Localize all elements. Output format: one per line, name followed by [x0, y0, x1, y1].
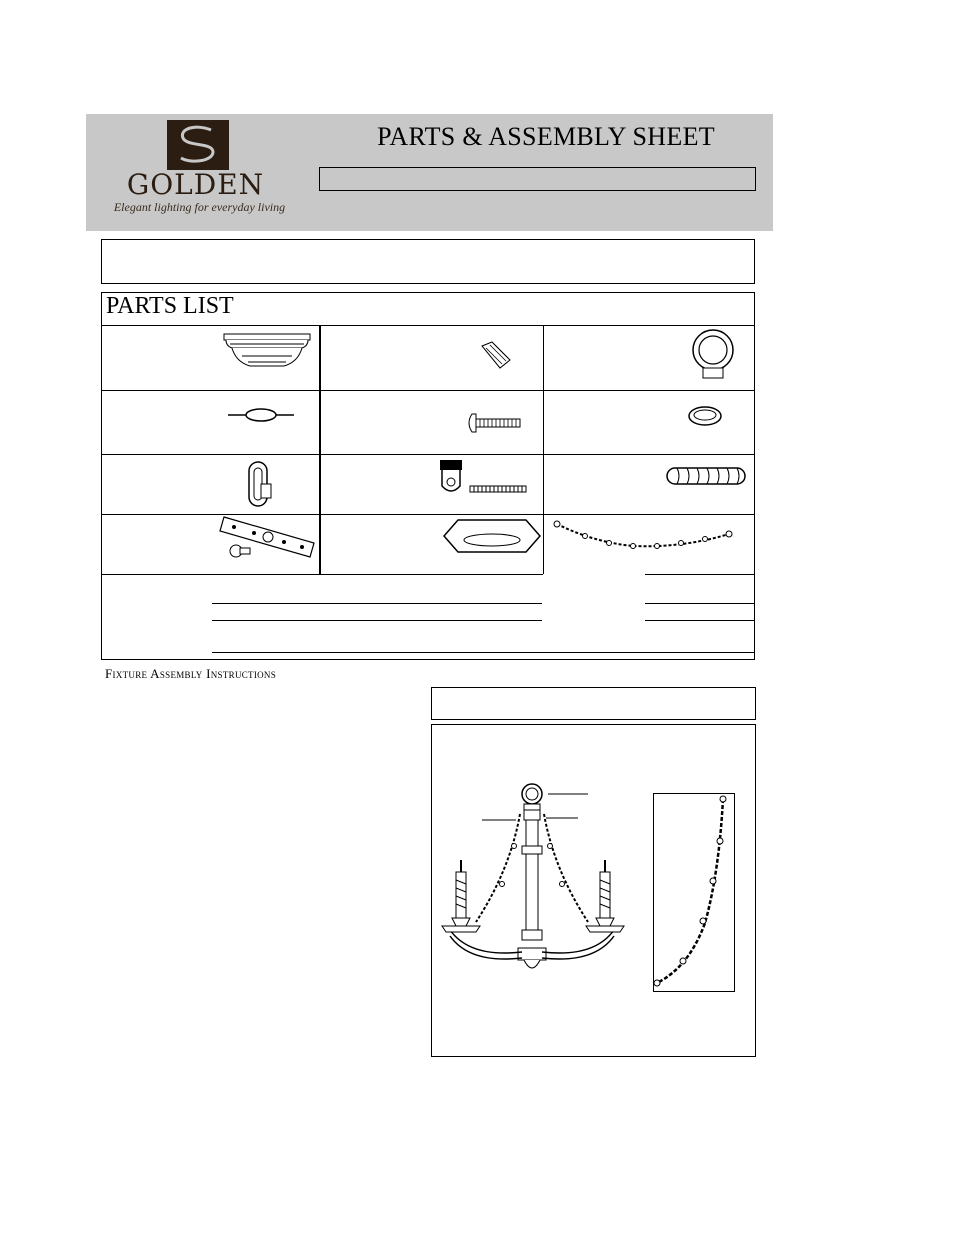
- brand-name: GOLDEN: [126, 168, 265, 201]
- wire-nut-icon: [478, 340, 514, 372]
- chandelier-icon: [440, 780, 630, 980]
- assembly-title: Fixture Assembly Instructions: [105, 666, 277, 681]
- grid-line: [101, 514, 755, 515]
- grid-line: [543, 325, 544, 574]
- loop-ring-icon: [685, 328, 741, 384]
- parts-list-title: PARTS LIST: [106, 293, 234, 319]
- blank-line: [212, 652, 755, 653]
- logo-mark-icon: [167, 120, 229, 170]
- swivel-and-nipple-icon: [436, 460, 528, 500]
- canopy-icon: [222, 332, 312, 374]
- parts-list-table: [101, 292, 755, 660]
- blank-line: [645, 603, 755, 604]
- blank-line: [645, 574, 755, 575]
- chain-link-icon: [228, 405, 294, 425]
- grid-line: [101, 574, 543, 575]
- step-box: [431, 687, 756, 720]
- split-ring-icon: [687, 404, 723, 430]
- chain-detail-icon: [653, 793, 733, 990]
- info-box: [101, 239, 755, 284]
- blank-line: [212, 620, 542, 621]
- quick-link-icon: [245, 460, 275, 508]
- blank-line: [645, 620, 755, 621]
- chain-icon: [553, 518, 733, 554]
- chain-cover-icon: [665, 465, 747, 487]
- grid-line: [101, 325, 755, 326]
- grid-line: [101, 454, 755, 455]
- page-title: PARTS & ASSEMBLY SHEET: [377, 122, 715, 151]
- grid-line: [319, 325, 321, 574]
- grid-line: [101, 390, 755, 391]
- brand-tagline: Elegant lighting for everyday living: [113, 200, 286, 214]
- crossbar-icon: [218, 515, 316, 565]
- screw-icon: [466, 412, 522, 434]
- blank-line: [212, 603, 542, 604]
- hex-nut-icon: [442, 518, 542, 558]
- model-name-field: [319, 167, 756, 191]
